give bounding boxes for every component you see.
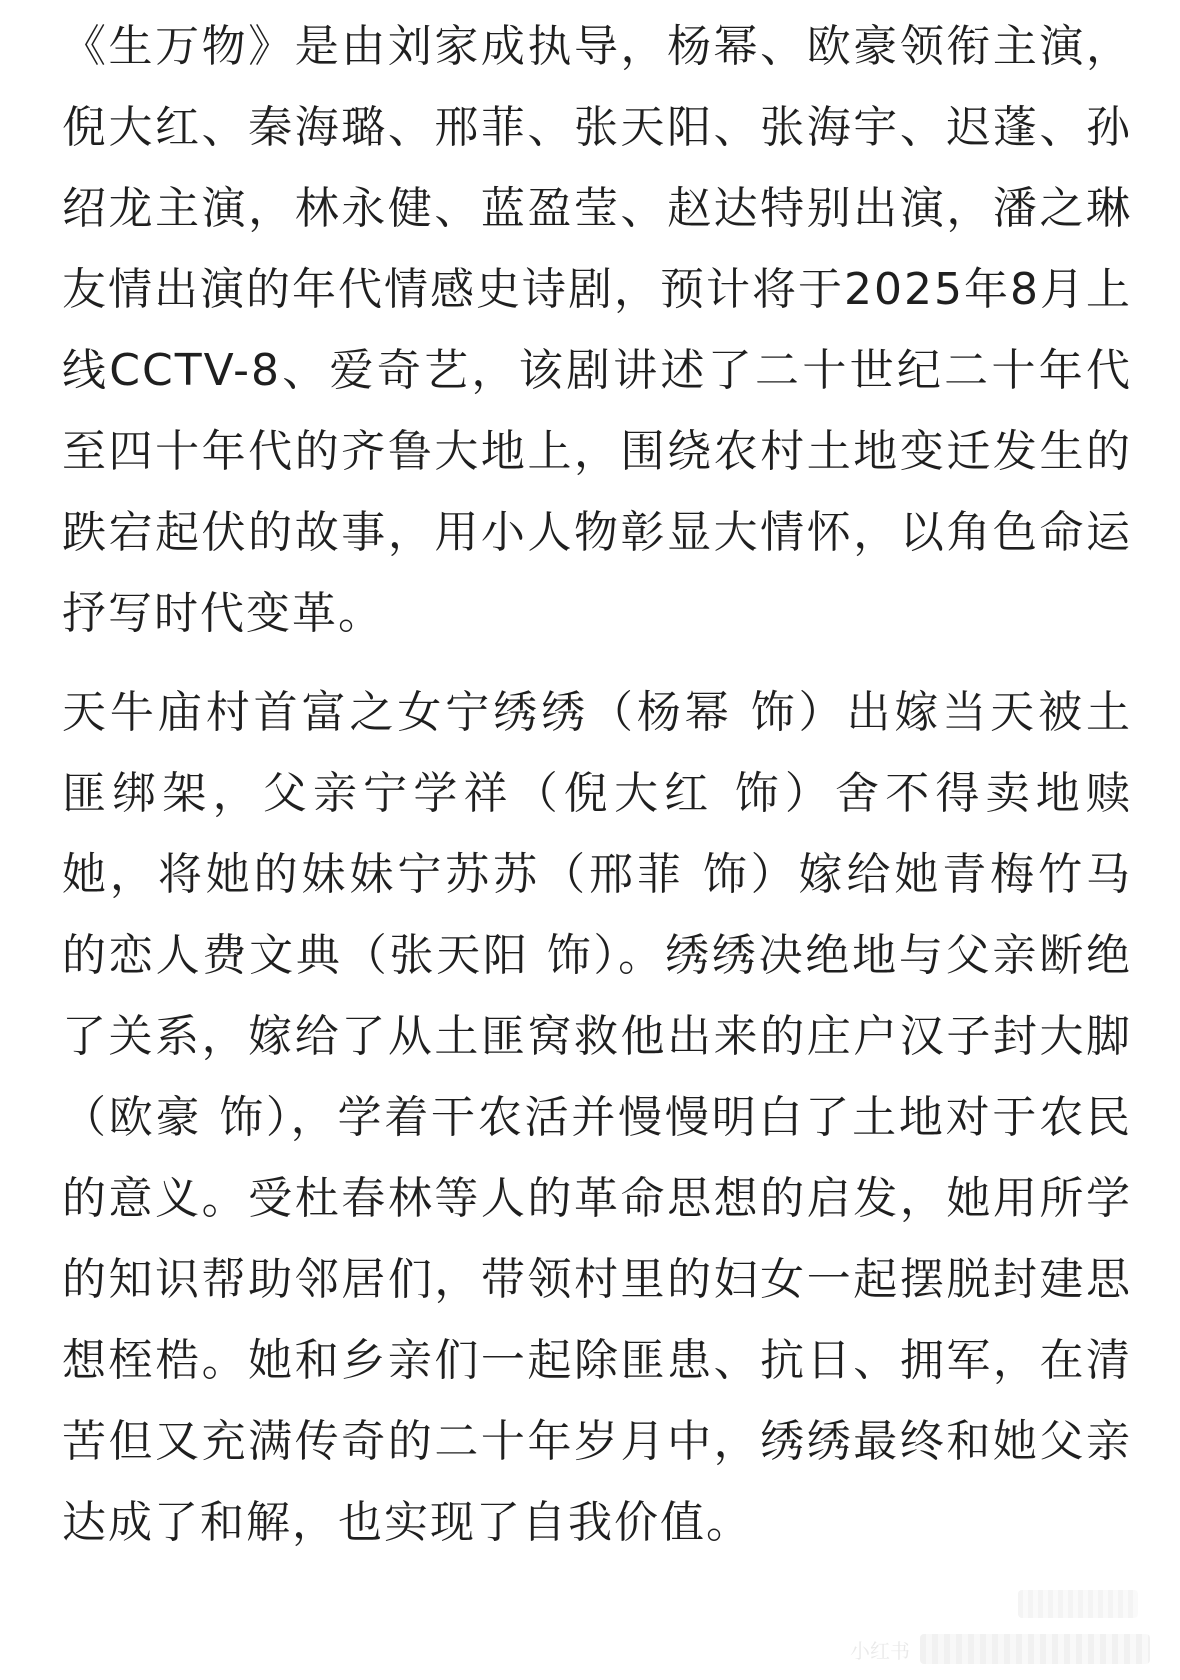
article-body: [62, 6, 1132, 1563]
paragraph-intro: 《生万物》是由刘家成执导，杨幂、欧豪领衔主演，倪大红、秦海璐、邢菲、张天阳、张海宇、迟蓬、孙绍龙主演，林永健、蓝盈莹、赵达特别出演，潘之琳友情出演的年代情感史诗剧，预计将于2025年8月上线CCTV-8、爱奇艺，该剧讲述了二十世纪二十年代至四十年代的齐鲁大地上，围绕农村土地变迁发生的跌宕起伏的故事，用小人物彰显大情怀，以角色命运抒写时代变革。: [62, 21, 1133, 639]
watermark: [850, 1634, 1150, 1664]
paragraph-synopsis: 天牛庙村首富之女宁绣绣（杨幂 饰）出嫁当天被土匪绑架，父亲宁学祥（倪大红 饰）舍不得卖地赎她，将她的妹妹宁苏苏（邢菲 饰）嫁给她青梅竹马的恋人费文典（张天阳 饰）。绣绣决绝地与父亲断绝了关系，嫁给了从土匪窝救他出来的庄户汉子封大脚（欧豪 饰），学着干农活并慢慢明白了土地对于农民的意义。受杜春林等人的革命思想的启发，她用所学的知识帮助邻居们，带领村里的妇女一起摆脱封建思想桎梏。她和乡亲们一起除匪患、抗日、拥军，在清苦但又充满传奇的二十年岁月中，绣绣最终和她父亲达成了和解，也实现了自我价值。: [62, 687, 1132, 1548]
watermark-text: 小红书: [850, 1638, 910, 1663]
watermark-blur-top: [1018, 1590, 1138, 1618]
watermark-blur-id: [920, 1634, 1150, 1664]
